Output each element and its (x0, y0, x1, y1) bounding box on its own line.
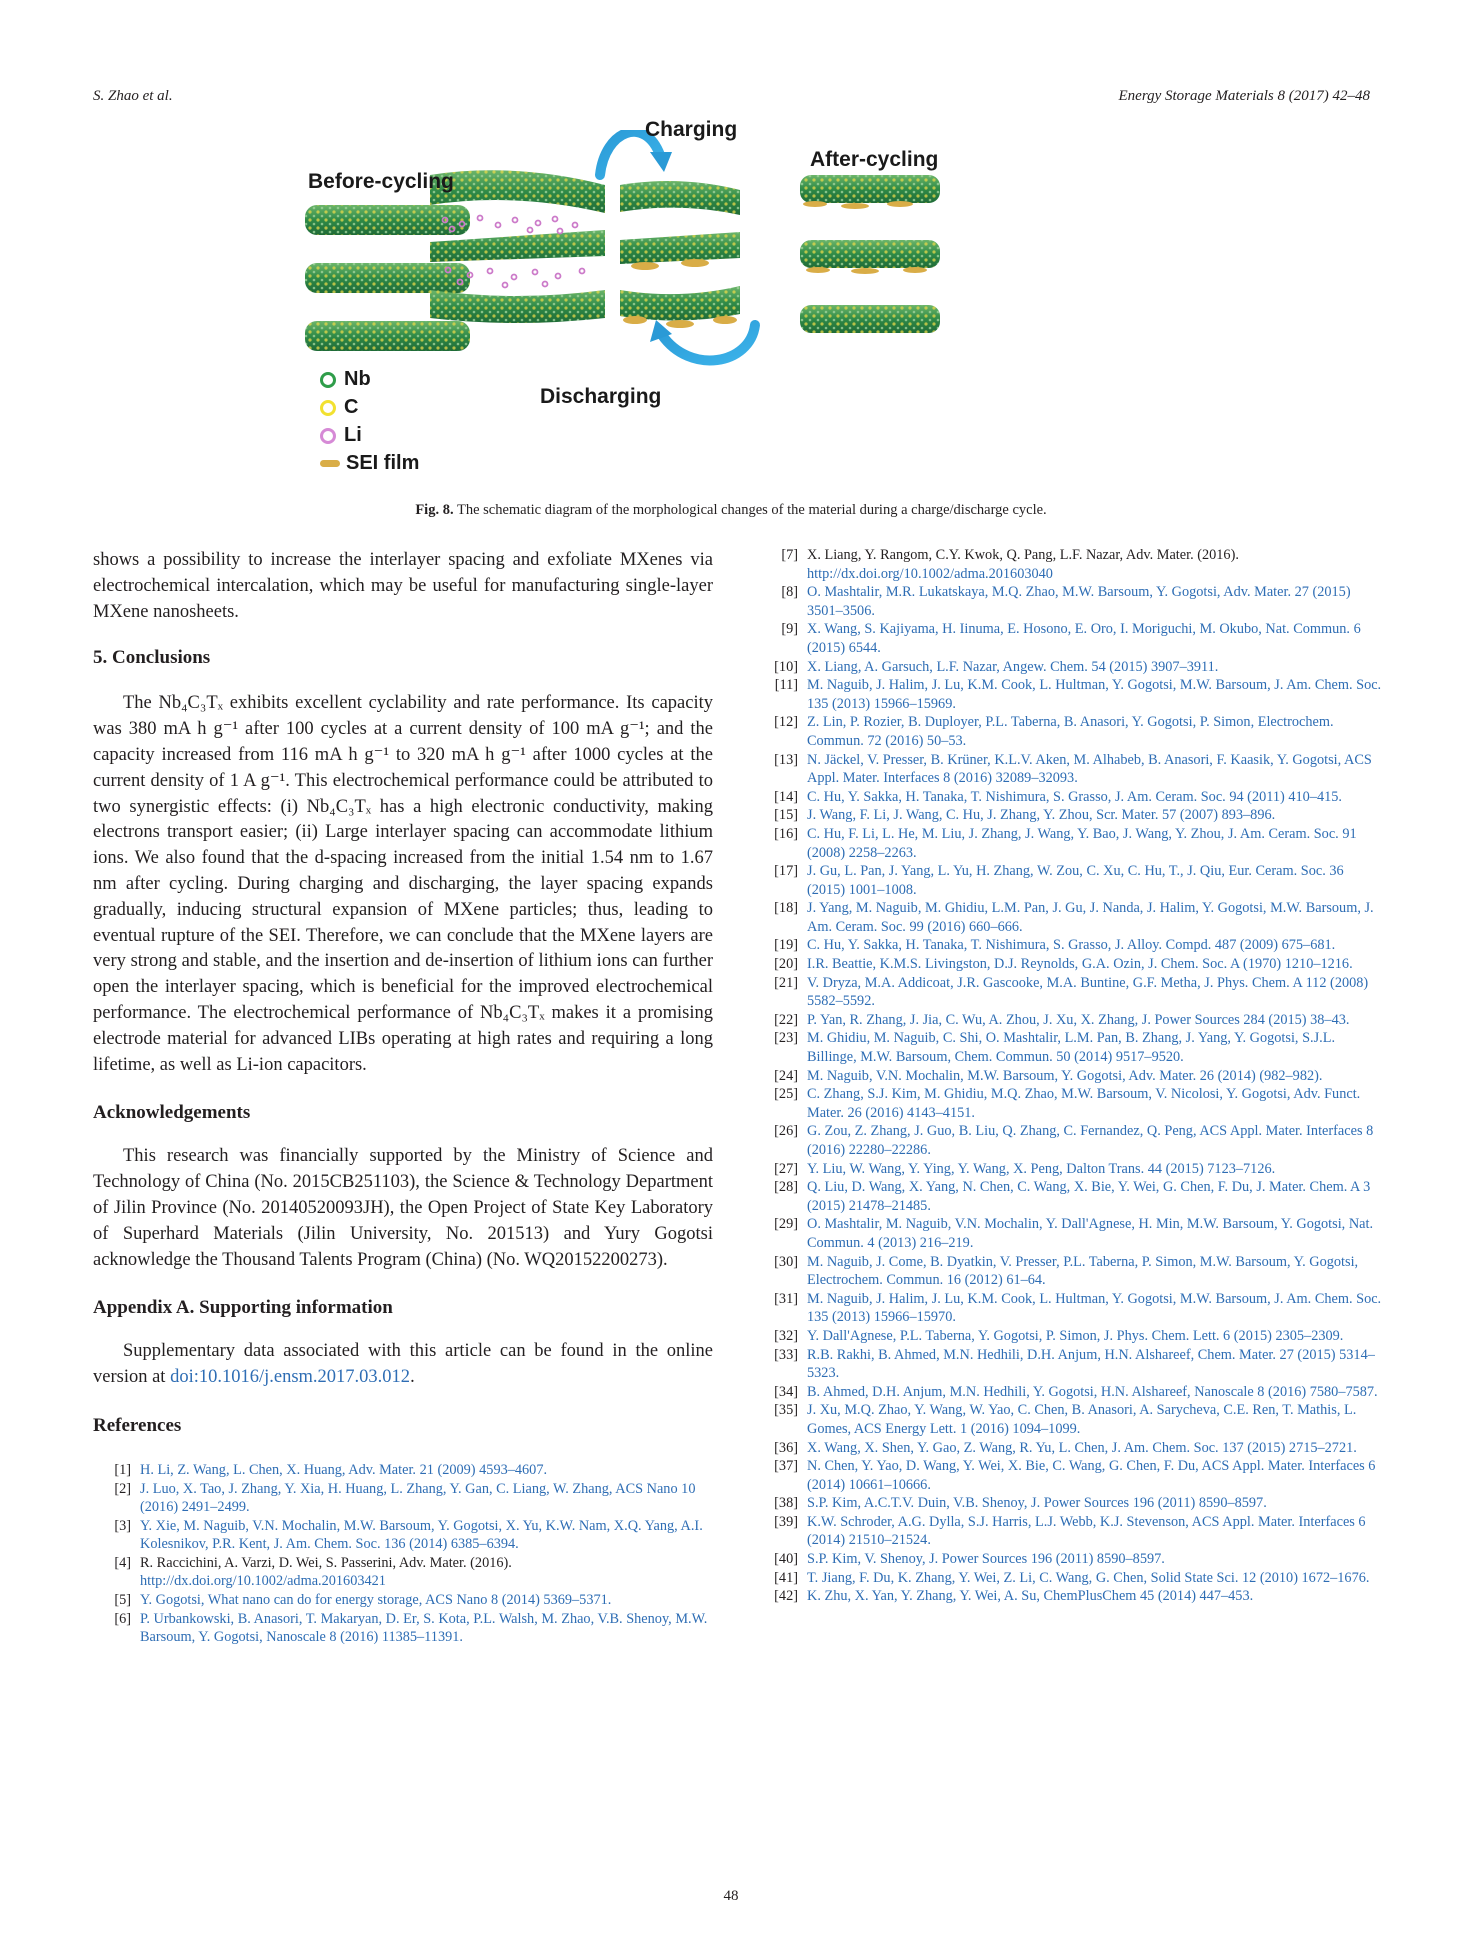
reference-number: [5] (114, 1592, 131, 1609)
reference-citation: H. Li, Z. Wang, L. Chen, X. Huang, Adv. Mater. 21 (2009) 4593–4607. (140, 1461, 548, 1478)
acknowledgements-paragraph: This research was financially supported by the Ministry of Science and Technology of China (No. 2015CB251103), the Science & Technology Department of Jilin Province (No. 20140520093JH), the Open Project of State Key Laboratory of Superhard Materials (Jilin University, No. 201513) and Yury Gogotsi acknowledge the Thousand Talents Program (China) (No. WQ20152200273). (93, 1146, 713, 1270)
label-before-cycling: Before-cycling (308, 170, 454, 193)
reference-citation: Y. Dall'Agnese, P.L. Taberna, Y. Gogotsi, P. Simon, J. Phys. Chem. Lett. 6 (2015) 2305–2309. (807, 1327, 1344, 1344)
reference-citation: G. Zou, Z. Zhang, J. Guo, B. Liu, Q. Zhang, C. Fernandez, Q. Peng, ACS Appl. Mater. Interfaces 8 (2016) 22280–22286. (807, 1123, 1374, 1158)
reference-item (93, 1591, 713, 1610)
reference-number: [25] (774, 1086, 798, 1103)
legend-nb (320, 368, 371, 391)
reference-text[interactable] (807, 1067, 1382, 1086)
reference-citation: X. Wang, S. Kajiyama, H. Iinuma, E. Hosono, E. Oro, I. Moriguchi, M. Okubo, Nat. Commun. 6 (2015) 6544. (807, 621, 1361, 656)
reference-text[interactable] (807, 546, 1382, 583)
reference-number: [16] (774, 825, 798, 842)
reference-citation: Y. Gogotsi, What nano can do for energy storage, ACS Nano 8 (2014) 5369–5371. (140, 1592, 612, 1609)
reference-number: [32] (774, 1327, 798, 1344)
reference-item (760, 713, 1382, 750)
reference-number: [35] (774, 1402, 798, 1419)
reference-citation: N. Chen, Y. Yao, D. Wang, Y. Wei, X. Bie, C. Wang, G. Chen, F. Du, ACS Appl. Mater. Interfaces 6 (2014) 10661–10666. (807, 1458, 1376, 1493)
reference-text[interactable] (807, 1550, 1382, 1569)
reference-number: [7] (781, 547, 798, 563)
reference-number: [9] (781, 621, 798, 638)
reference-text[interactable] (807, 806, 1382, 825)
reference-text[interactable] (807, 620, 1382, 657)
reference-item (760, 751, 1382, 788)
appendix-heading: Appendix A. Supporting information (93, 1297, 393, 1319)
reference-text[interactable] (807, 1290, 1382, 1327)
reference-number: [10] (774, 658, 798, 675)
legend-sei-film (320, 452, 419, 475)
reference-text[interactable] (807, 1587, 1382, 1606)
reference-number: [42] (774, 1588, 798, 1605)
reference-number: [24] (774, 1067, 798, 1084)
reference-item (760, 1383, 1382, 1402)
reference-item (760, 1439, 1382, 1458)
reference-text[interactable] (807, 1122, 1382, 1159)
reference-text[interactable] (807, 751, 1382, 788)
reference-citation: S.P. Kim, V. Shenoy, J. Power Sources 196 (2011) 8590–8597. (807, 1551, 1165, 1568)
reference-text[interactable] (807, 1215, 1382, 1252)
reference-citation: K.W. Schroder, A.G. Dylla, S.J. Harris, L.J. Webb, K.J. Stevenson, ACS Appl. Mater. Interfaces 6 (2014) 21510–21524. (807, 1513, 1366, 1549)
reference-item (760, 1215, 1382, 1252)
label-after-cycling: After-cycling (810, 148, 939, 171)
reference-item (760, 1011, 1382, 1030)
reference-item (760, 1401, 1382, 1438)
reference-text[interactable] (807, 1569, 1382, 1588)
reference-item (760, 546, 1382, 583)
reference-number: [22] (774, 1011, 798, 1028)
reference-item (760, 1569, 1382, 1588)
reference-item (93, 1461, 713, 1480)
intro-paragraph: shows a possibility to increase the interlayer spacing and exfoliate MXenes via electrochemical intercalation, which may be useful for manufacturing single-layer MXene nanosheets. (93, 550, 713, 622)
reference-citation: J. Gu, L. Pan, J. Yang, L. Yu, H. Zhang, W. Zou, C. Xu, C. Hu, T., J. Qiu, Eur. Ceram. Soc. 36 (2015) 1001–1008. (807, 863, 1344, 898)
reference-number: [20] (774, 956, 798, 973)
reference-number: [18] (774, 900, 798, 917)
reference-text[interactable] (807, 1011, 1382, 1030)
reference-text[interactable] (807, 1439, 1382, 1458)
reference-text[interactable] (807, 1383, 1382, 1402)
figure-caption (0, 502, 1462, 519)
left-column (93, 548, 713, 1647)
reference-citation: O. Mashtalir, M. Naguib, V.N. Mochalin, Y. Dall'Agnese, H. Min, M.W. Barsoum, Y. Gogotsi, Nat. Commun. 4 (2013) 216–219. (807, 1216, 1374, 1251)
reference-citation: Y. Xie, M. Naguib, V.N. Mochalin, M.W. Barsoum, Y. Gogotsi, X. Yu, K.W. Nam, X.Q. Yang, A.I. Kolesnikov, P.R. Kent, J. Am. Chem. Soc. 136 (2014) 6385–6394. (140, 1517, 703, 1553)
reference-item (93, 1610, 713, 1647)
reference-number: [3] (114, 1517, 131, 1534)
reference-item (760, 1067, 1382, 1086)
reference-number: [21] (774, 974, 798, 991)
conclusions-heading: 5. Conclusions (93, 647, 211, 669)
reference-citation: C. Hu, Y. Sakka, H. Tanaka, T. Nishimura, S. Grasso, J. Alloy. Compd. 487 (2009) 675–681. (807, 937, 1336, 954)
reference-item (760, 936, 1382, 955)
legend-nb-label: Nb (344, 368, 371, 390)
page-number: 48 (723, 1888, 739, 1904)
reference-item (760, 1550, 1382, 1569)
reference-citation: Q. Liu, D. Wang, X. Yang, N. Chen, C. Wang, X. Bie, Y. Wei, G. Chen, F. Du, J. Mater. Chem. A 3 (2015) 21478–21485. (807, 1179, 1371, 1214)
reference-number: [27] (774, 1160, 798, 1177)
reference-number: [1] (114, 1461, 131, 1478)
reference-number: [8] (781, 584, 798, 601)
reference-citation: C. Hu, Y. Sakka, H. Tanaka, T. Nishimura, S. Grasso, J. Am. Ceram. Soc. 94 (2011) 410–415. (807, 788, 1342, 805)
reference-number: [38] (774, 1495, 798, 1512)
cycled-layers-with-sei (620, 181, 740, 328)
reference-text[interactable] (807, 676, 1382, 713)
reference-number: [29] (774, 1216, 798, 1233)
label-discharging: Discharging (540, 385, 662, 408)
reference-item (93, 1554, 713, 1591)
reference-citation: R. Raccichini, A. Varzi, D. Wei, S. Passerini, Adv. Mater. (2016). (140, 1554, 512, 1571)
reference-number: [36] (774, 1439, 798, 1456)
reference-list-left (93, 1461, 713, 1647)
reference-item (760, 676, 1382, 713)
reference-text[interactable] (140, 1554, 713, 1591)
reference-citation: R.B. Rakhi, B. Ahmed, M.N. Hedhili, D.H. Anjum, H.N. Alshareef, Chem. Mater. 27 (2015) 5314–5323. (807, 1346, 1375, 1382)
reference-citation: B. Ahmed, D.H. Anjum, M.N. Hedhili, Y. Gogotsi, H.N. Alshareef, Nanoscale 8 (2016) 7580–7587. (807, 1383, 1378, 1400)
reference-citation: I.R. Beattie, K.M.S. Livingston, D.J. Reynolds, G.A. Ozin, J. Chem. Soc. A (1970) 1210–1216. (807, 956, 1353, 973)
reference-number: [14] (774, 788, 798, 805)
reference-item (760, 658, 1382, 677)
reference-text[interactable] (807, 713, 1382, 750)
reference-item (760, 1457, 1382, 1494)
reference-item (760, 862, 1382, 899)
reference-number: [28] (774, 1179, 798, 1196)
label-charging: Charging (645, 118, 738, 141)
reference-item (760, 1160, 1382, 1179)
reference-citation: V. Dryza, M.A. Addicoat, J.R. Gascooke, M.A. Buntine, G.F. Metha, J. Phys. Chem. A 112 (2008) 5582–5592. (807, 974, 1369, 1010)
reference-text[interactable] (140, 1517, 713, 1554)
reference-citation: M. Ghidiu, M. Naguib, C. Shi, O. Mashtalir, L.M. Pan, B. Zhang, J. Yang, Y. Gogotsi, S.J.L. Billinge, M.W. Barsoum, Chem. Commun. 50 (2014) 9517–9520. (807, 1030, 1336, 1066)
reference-citation: J. Wang, F. Li, J. Wang, C. Hu, J. Zhang, Y. Zhou, Scr. Mater. 57 (2007) 893–896. (807, 807, 1276, 824)
reference-item (760, 620, 1382, 657)
reference-text[interactable] (807, 1327, 1382, 1346)
running-head-journal: Energy Storage Materials 8 (2017) 42–48 (1118, 88, 1370, 104)
reference-text[interactable] (807, 899, 1382, 936)
reference-text[interactable] (807, 862, 1382, 899)
discharging-arrow (662, 325, 755, 360)
reference-citation: J. Luo, X. Tao, J. Zhang, Y. Xia, H. Huang, L. Zhang, Y. Gan, C. Liang, W. Zhang, ACS Nano 10 (2016) 2491–2499. (140, 1480, 696, 1516)
reference-text[interactable] (807, 788, 1382, 807)
reference-doi-link[interactable]: http://dx.doi.org/10.1002/adma.201603040 (807, 565, 1053, 582)
appendix-paragraph (93, 1339, 713, 1391)
legend-li-marker (320, 428, 336, 444)
reference-item (760, 1513, 1382, 1550)
legend-c (320, 396, 358, 419)
reference-citation: C. Zhang, S.J. Kim, M. Ghidiu, M.Q. Zhao, M.W. Barsoum, V. Nicolosi, Y. Gogotsi, Adv. Funct. Mater. 26 (2016) 4143–4151. (807, 1086, 1361, 1121)
reference-citation: P. Yan, R. Zhang, J. Jia, C. Wu, A. Zhou, J. Xu, X. Zhang, J. Power Sources 284 (2015) 38–43. (807, 1011, 1350, 1028)
reference-text[interactable] (807, 1178, 1382, 1215)
reference-text[interactable] (807, 974, 1382, 1011)
reference-number: [30] (774, 1253, 798, 1270)
reference-item (760, 1253, 1382, 1290)
right-column (760, 546, 1382, 1606)
reference-item (760, 1029, 1382, 1066)
reference-number: [12] (774, 714, 798, 731)
reference-citation: C. Hu, F. Li, L. He, M. Liu, J. Zhang, J. Wang, Y. Bao, J. Wang, Y. Zhou, J. Am. Ceram. Soc. 91 (2008) 2258–2263. (807, 825, 1357, 861)
reference-citation: Y. Liu, W. Wang, Y. Ying, Y. Wang, X. Peng, Dalton Trans. 44 (2015) 7123–7126. (807, 1160, 1276, 1177)
reference-item (760, 788, 1382, 807)
reference-text[interactable] (807, 936, 1382, 955)
legend-li (320, 424, 362, 447)
reference-number: [33] (774, 1346, 798, 1363)
reference-item (93, 1517, 713, 1554)
reference-number: [4] (114, 1554, 131, 1571)
reference-text[interactable] (807, 1160, 1382, 1179)
reference-item (760, 1494, 1382, 1513)
reference-item (760, 825, 1382, 862)
reference-citation: T. Jiang, F. Du, K. Zhang, Y. Wei, Z. Li, C. Wang, G. Chen, Solid State Sci. 12 (2010) 1672–1676. (807, 1569, 1370, 1586)
reference-item (760, 806, 1382, 825)
reference-text[interactable] (807, 1085, 1382, 1122)
reference-number: [34] (774, 1383, 798, 1400)
reference-number: [11] (774, 677, 798, 694)
reference-number: [37] (774, 1458, 798, 1475)
reference-citation: X. Liang, A. Garsuch, L.F. Nazar, Angew. Chem. 54 (2015) 3907–3911. (807, 658, 1219, 675)
reference-citation: X. Liang, Y. Rangom, C.Y. Kwok, Q. Pang, L.F. Nazar, Adv. Mater. (2016). (807, 547, 1239, 563)
reference-number: [15] (774, 807, 798, 824)
reference-citation: P. Urbankowski, B. Anasori, T. Makaryan, D. Er, S. Kota, P.L. Walsh, M. Zhao, V.B. Shenoy, M.W. Barsoum, Y. Gogotsi, Nanoscale 8 (2016) 11385–11391. (140, 1610, 708, 1646)
reference-doi-link[interactable]: http://dx.doi.org/10.1002/adma.201603421 (140, 1573, 386, 1590)
lithiated-layers (430, 170, 605, 323)
reference-item (760, 1178, 1382, 1215)
reference-number: [40] (774, 1551, 798, 1568)
reference-number: [31] (774, 1290, 798, 1307)
reference-citation: X. Wang, X. Shen, Y. Gao, Z. Wang, R. Yu, L. Chen, J. Am. Chem. Soc. 137 (2015) 2715–2721. (807, 1439, 1357, 1456)
reference-text[interactable] (807, 658, 1382, 677)
reference-citation: J. Xu, M.Q. Zhao, Y. Wang, W. Yao, C. Chen, B. Anasori, A. Sarycheva, C.E. Ren, T. Mathis, L. Gomes, ACS Energy Lett. 1 (2016) 1094–1099. (807, 1402, 1357, 1437)
legend-c-marker (320, 400, 336, 416)
appendix-end: . (410, 1367, 415, 1388)
reference-item (760, 899, 1382, 936)
reference-item (760, 1346, 1382, 1383)
reference-text[interactable] (140, 1461, 713, 1480)
conclusions-paragraph: The Nb₄C₃Tₓ exhibits excellent cyclability and rate performance. Its capacity was 380 mA h g⁻¹ after 100 cycles at a current density of 100 mA g⁻¹; and the capacity increased from 116 mA h g⁻¹ to 320 mA h g⁻¹ after 1000 cycles at the current density of 1 A g⁻¹. This electrochemical performance could be attributed to two synergistic effects: (i) Nb₄C₃Tₓ has a high electronic conductivity, making electrons transport easier; (ii) Large interlayer spacing can accommodate lithium ions. We also found that the d-spacing increased from the initial 1.54 nm to 1.67 nm after cycling. During charging and discharging, the layer spacing expands gradually, inducing structural expansion of MXene particles; thus, leading to eventual rupture of the SEI. Therefore, we can conclude that the MXene layers are very strong and stable, and the insertion and de-insertion of lithium ions can further open the interlayer spacing, which is beneficial for the improved electrochemical performance. The electrochemical performance of Nb₄C₃Tₓ makes it a promising electrode material for advanced LIBs operating at high rates and requiring a long lifetime, as well as Li-ion capacitors. (93, 693, 713, 1075)
reference-number: [23] (774, 1030, 798, 1047)
reference-citation: J. Yang, M. Naguib, M. Ghidiu, L.M. Pan, J. Gu, J. Nanda, J. Halim, Y. Gogotsi, M.W. Barsoum, J. Am. Ceram. Soc. 99 (2016) 660–666. (807, 900, 1374, 935)
legend-sei-marker (320, 460, 340, 467)
figure-caption-label: Fig. 8. (415, 502, 454, 518)
reference-citation: K. Zhu, X. Yan, Y. Zhang, Y. Wei, A. Su, ChemPlusChem 45 (2014) 447–453. (807, 1588, 1254, 1605)
reference-citation: S.P. Kim, A.C.T.V. Duin, V.B. Shenoy, J. Power Sources 196 (2011) 8590–8597. (807, 1495, 1267, 1512)
reference-text[interactable] (140, 1591, 713, 1610)
reference-item (760, 1327, 1382, 1346)
legend-nb-marker (320, 372, 336, 388)
legend-sei-label: SEI film (346, 452, 420, 474)
reference-item (760, 1122, 1382, 1159)
reference-citation: O. Mashtalir, M.R. Lukatskaya, M.Q. Zhao, M.W. Barsoum, Y. Gogotsi, Adv. Mater. 27 (2015) 3501–3506. (807, 584, 1351, 619)
reference-item (760, 955, 1382, 974)
reference-citation: M. Naguib, V.N. Mochalin, M.W. Barsoum, Y. Gogotsi, Adv. Mater. 26 (2014) (982–982). (807, 1067, 1323, 1084)
figure-caption-text: The schematic diagram of the morphological changes of the material during a charge/discharge cycle. (456, 502, 1047, 518)
reference-text[interactable] (807, 583, 1382, 620)
before-cycling-layers (305, 205, 470, 351)
reference-text[interactable] (807, 825, 1382, 862)
reference-text[interactable] (807, 955, 1382, 974)
running-head-authors: S. Zhao et al. (93, 88, 173, 104)
reference-text[interactable] (807, 1253, 1382, 1290)
reference-number: [6] (114, 1610, 131, 1627)
reference-citation: M. Naguib, J. Come, B. Dyatkin, V. Presser, P.L. Taberna, P. Simon, M.W. Barsoum, Y. Gogotsi, Electrochem. Commun. 16 (2012) 61–64. (807, 1253, 1359, 1289)
appendix-text: Supplementary data associated with this article can be found in the online version at (93, 1341, 713, 1388)
reference-citation: M. Naguib, J. Halim, J. Lu, K.M. Cook, L. Hultman, Y. Gogotsi, M.W. Barsoum, J. Am. Chem. Soc. 135 (2013) 15966–15969. (807, 677, 1382, 712)
reference-text[interactable] (807, 1494, 1382, 1513)
reference-text[interactable] (140, 1480, 713, 1517)
reference-number: [26] (774, 1123, 798, 1140)
figure-8 (300, 118, 1200, 510)
reference-number: [19] (774, 937, 798, 954)
reference-text[interactable] (807, 1513, 1382, 1550)
reference-number: [13] (774, 751, 798, 768)
reference-item (93, 1480, 713, 1517)
reference-number: [39] (774, 1513, 798, 1530)
acknowledgements-heading: Acknowledgements (93, 1102, 251, 1124)
references-heading: References (93, 1414, 182, 1436)
reference-citation: M. Naguib, J. Halim, J. Lu, K.M. Cook, L. Hultman, Y. Gogotsi, M.W. Barsoum, J. Am. Chem. Soc. 135 (2013) 15966–15970. (807, 1290, 1382, 1326)
reference-citation: N. Jäckel, V. Presser, B. Krüner, K.L.V. Aken, M. Alhabeb, B. Anasori, F. Kaasik, Y. Gogotsi, ACS Appl. Mater. Interfaces 8 (2016) 32089–32093. (807, 751, 1372, 787)
appendix-doi-link[interactable]: doi:10.1016/j.ensm.2017.03.012 (170, 1367, 411, 1388)
after-cycling-layers (800, 175, 940, 333)
reference-text[interactable] (807, 1029, 1382, 1066)
reference-item (760, 583, 1382, 620)
reference-item (760, 1085, 1382, 1122)
reference-number: [17] (774, 863, 798, 880)
legend-li-label: Li (344, 424, 362, 446)
reference-text[interactable] (140, 1610, 713, 1647)
reference-text[interactable] (807, 1401, 1382, 1438)
reference-item (760, 1587, 1382, 1606)
reference-item (760, 1290, 1382, 1327)
reference-text[interactable] (807, 1346, 1382, 1383)
reference-number: [2] (114, 1480, 131, 1497)
reference-number: [41] (774, 1569, 798, 1586)
reference-item (760, 974, 1382, 1011)
reference-citation: Z. Lin, P. Rozier, B. Duployer, P.L. Taberna, B. Anasori, Y. Gogotsi, P. Simon, Electrochem. Commun. 72 (2016) 50–53. (807, 714, 1334, 749)
legend-c-label: C (344, 396, 359, 418)
reference-list-right (760, 546, 1382, 1606)
reference-text[interactable] (807, 1457, 1382, 1494)
